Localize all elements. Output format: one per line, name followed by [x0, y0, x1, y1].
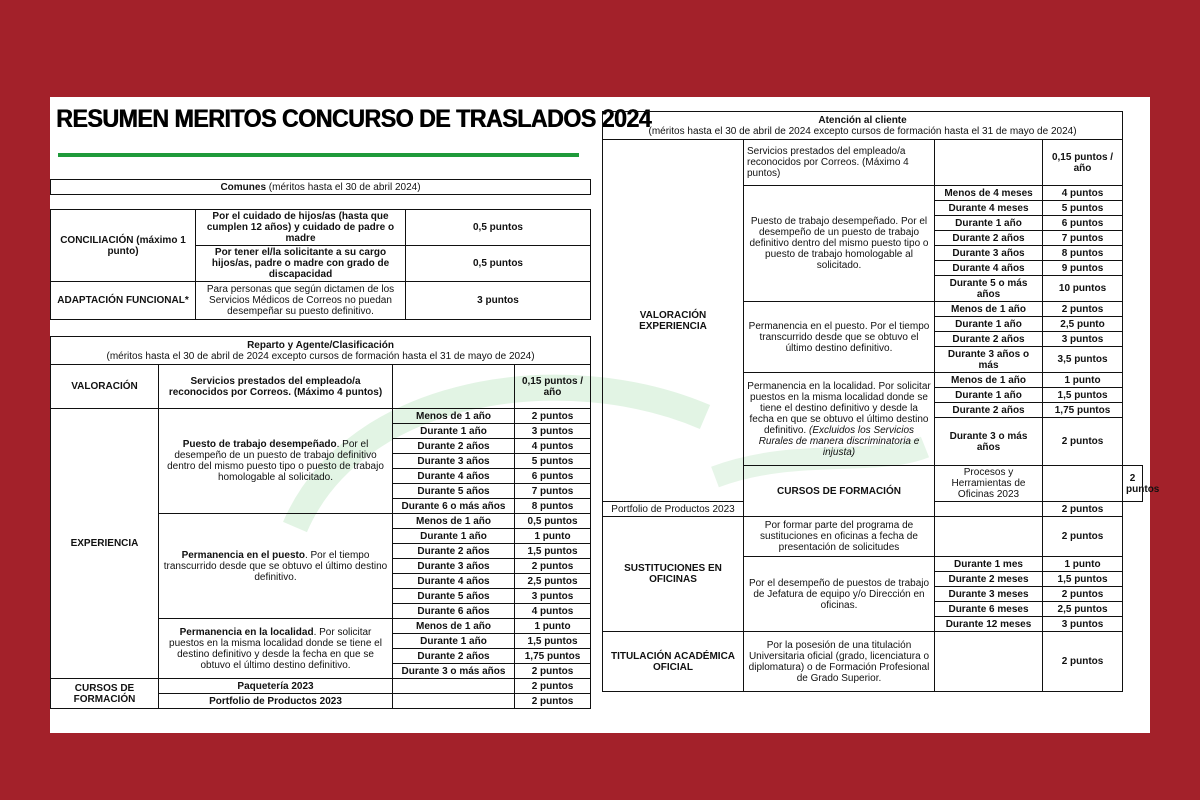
duration-label: Durante 4 meses: [935, 201, 1043, 216]
curso-name: Paquetería 2023: [159, 679, 393, 694]
page-title: RESUMEN MERITOS CONCURSO DE TRASLADOS 2024: [56, 105, 651, 133]
duration-label: Durante 4 años: [393, 574, 515, 589]
empty-cell: [935, 517, 1043, 557]
points-value: 7 puntos: [1043, 231, 1123, 246]
puesto-desc: Puesto de trabajo desempeñado. Por el desempeño de un puesto de trabajo definitivo dentro del mismo puesto tipo o puesto de trabajo homologable al solicitado.: [744, 186, 935, 302]
points-value: 2 puntos: [515, 409, 591, 424]
empty-cell: [935, 140, 1043, 186]
points-value: 1 punto: [515, 619, 591, 634]
curso-name: Procesos y Herramientas de Oficinas 2023: [935, 466, 1043, 502]
duration-label: Durante 3 años: [935, 246, 1043, 261]
perm-puesto-desc: Permanencia en el puesto. Por el tiempo transcurrido desde que se obtuvo el último destino definitivo.: [744, 302, 935, 373]
points-value: 2,5 puntos: [515, 574, 591, 589]
duration-label: Durante 3 años: [393, 454, 515, 469]
empty-cell: [935, 632, 1043, 692]
points-value: 4 puntos: [1043, 186, 1123, 201]
duration-label: Durante 2 años: [393, 649, 515, 664]
points-value: 2 puntos: [515, 559, 591, 574]
points-value: 2 puntos: [1043, 587, 1123, 602]
duration-label: Durante 1 año: [393, 634, 515, 649]
atencion-header: Atención al cliente (méritos hasta el 30 de abril de 2024 excepto cursos de formación hasta el 31 de mayo de 2024): [603, 112, 1123, 140]
points-value: 3,5 puntos: [1043, 347, 1123, 373]
points-value: 1,5 puntos: [1043, 388, 1123, 403]
duration-label: Menos de 1 año: [935, 302, 1043, 317]
cursos-label: CURSOS DE FORMACIÓN: [744, 466, 935, 517]
duration-label: Durante 5 años: [393, 484, 515, 499]
points-value: 2 puntos: [1043, 418, 1123, 466]
valoracion-label: VALORACIÓN: [51, 365, 159, 409]
points-value: 3 puntos: [1043, 617, 1123, 632]
points-value: 1,5 puntos: [1043, 572, 1123, 587]
points-value: 6 puntos: [1043, 216, 1123, 231]
points-value: 2 puntos: [1123, 466, 1143, 502]
puesto-desc: Puesto de trabajo desempeñado. Por el desempeño de un puesto de trabajo definitivo dentro del mismo puesto tipo o puesto de trabajo homologable al solicitado.: [159, 409, 393, 514]
points-value: 3 puntos: [515, 424, 591, 439]
points-value: 0,5 puntos: [515, 514, 591, 529]
points-value: 2 puntos: [515, 679, 591, 694]
points-value: 5 puntos: [1043, 201, 1123, 216]
points-value: 2 puntos: [1043, 632, 1123, 692]
duration-label: Durante 3 o más años: [935, 418, 1043, 466]
valoracion-experiencia-label: VALORACIÓN EXPERIENCIA: [603, 140, 744, 502]
curso-name: Portfolio de Productos 2023: [603, 502, 744, 517]
points-value: 7 puntos: [515, 484, 591, 499]
points-value: 1,75 puntos: [515, 649, 591, 664]
points-value: 8 puntos: [1043, 246, 1123, 261]
conciliacion-item: Por tener el/la solicitante a su cargo hijos/as, padre o madre con grado de discapacidad: [196, 246, 406, 282]
duration-label: Durante 3 o más años: [393, 664, 515, 679]
empty-cell: [393, 365, 515, 409]
points-value: 6 puntos: [515, 469, 591, 484]
points-value: 3 puntos: [515, 589, 591, 604]
duration-label: Durante 2 meses: [935, 572, 1043, 587]
sustituciones-label: SUSTITUCIONES EN OFICINAS: [603, 517, 744, 632]
duration-label: Durante 3 meses: [935, 587, 1043, 602]
duration-label: Durante 6 o más años: [393, 499, 515, 514]
points-value: 8 puntos: [515, 499, 591, 514]
duration-label: Menos de 1 año: [393, 409, 515, 424]
conciliacion-item: Por el cuidado de hijos/as (hasta que cumplen 12 años) y cuidado de padre o madre: [196, 210, 406, 246]
duration-label: Durante 1 mes: [935, 557, 1043, 572]
empty-cell: [393, 679, 515, 694]
servicios-text: Servicios prestados del empleado/a reconocidos por Correos. (Máximo 4 puntos): [159, 365, 393, 409]
points-value: 9 puntos: [1043, 261, 1123, 276]
duration-label: Durante 2 años: [393, 439, 515, 454]
points-value: 1,5 puntos: [515, 634, 591, 649]
points-value: 3 puntos: [1043, 332, 1123, 347]
adaptacion-label: ADAPTACIÓN FUNCIONAL*: [51, 282, 196, 320]
reparto-header: Reparto y Agente/Clasificación (méritos hasta el 30 de abril de 2024 excepto cursos de formación hasta el 31 de mayo de 2024): [51, 337, 591, 365]
points-value: 2,5 punto: [1043, 317, 1123, 332]
conciliacion-label: CONCILIACIÓN (máximo 1 punto): [51, 210, 196, 282]
points-value: 1 punto: [1043, 557, 1123, 572]
empty-cell: [935, 502, 1043, 517]
empty-cell: [393, 694, 515, 709]
duration-label: Durante 4 años: [935, 261, 1043, 276]
duration-label: Durante 4 años: [393, 469, 515, 484]
points-value: 0,15 puntos / año: [515, 365, 591, 409]
points-value: 3 puntos: [406, 282, 591, 320]
points-value: 1,5 puntos: [515, 544, 591, 559]
titulacion-text: Por la posesión de una titulación Universitaria oficial (grado, licenciatura o diplomatura) o de Formación Profesional de Grado Superior.: [744, 632, 935, 692]
duration-label: Durante 1 año: [393, 529, 515, 544]
duration-label: Durante 1 año: [935, 317, 1043, 332]
duration-label: Durante 3 años o más: [935, 347, 1043, 373]
duration-label: Durante 5 o más años: [935, 276, 1043, 302]
duration-label: Durante 1 año: [393, 424, 515, 439]
points-value: 1 punto: [515, 529, 591, 544]
reparto-table: [50, 336, 591, 709]
points-value: 5 puntos: [515, 454, 591, 469]
duration-label: Menos de 1 año: [393, 514, 515, 529]
experiencia-label: EXPERIENCIA: [51, 409, 159, 679]
points-value: 2 puntos: [1043, 517, 1123, 557]
sust-jefatura-text: Por el desempeño de puestos de trabajo de Jefatura de equipo y/o Dirección en oficinas.: [744, 557, 935, 632]
adaptacion-text: Para personas que según dictamen de los Servicios Médicos de Correos no puedan desempeñar su puesto definitivo.: [196, 282, 406, 320]
points-value: 2 puntos: [515, 694, 591, 709]
points-value: 1 punto: [1043, 373, 1123, 388]
comunes-table: [50, 179, 591, 195]
title-underline: [58, 153, 579, 157]
curso-name: Portfolio de Productos 2023: [159, 694, 393, 709]
cursos-label: CURSOS DE FORMACIÓN: [51, 679, 159, 709]
duration-label: Durante 6 años: [393, 604, 515, 619]
servicios-text: Servicios prestados del empleado/a reconocidos por Correos. (Máximo 4 puntos): [744, 140, 935, 186]
duration-label: Menos de 1 año: [935, 373, 1043, 388]
points-value: 0,5 puntos: [406, 210, 591, 246]
comunes-header: Comunes (méritos hasta el 30 de abril 2024): [51, 180, 591, 195]
duration-label: Menos de 4 meses: [935, 186, 1043, 201]
points-value: 1,75 puntos: [1043, 403, 1123, 418]
duration-label: Durante 3 años: [393, 559, 515, 574]
points-value: 2 puntos: [1043, 302, 1123, 317]
perm-localidad-desc: Permanencia en la localidad. Por solicitar puestos en la misma localidad donde se tiene el destino definitivo y desde la fecha en que se obtuvo el último destino definitivo. (Excluidos los Servicios Rurales de manera discriminatoria e injusta): [744, 373, 935, 466]
duration-label: Durante 2 años: [393, 544, 515, 559]
empty-cell: [1043, 466, 1123, 502]
duration-label: Durante 12 meses: [935, 617, 1043, 632]
points-value: 10 puntos: [1043, 276, 1123, 302]
duration-label: Durante 1 año: [935, 388, 1043, 403]
atencion-table: [602, 111, 1160, 692]
perm-puesto-desc: Permanencia en el puesto. Por el tiempo transcurrido desde que se obtuvo el último destino definitivo.: [159, 514, 393, 619]
points-value: 4 puntos: [515, 439, 591, 454]
titulacion-label: TITULACIÓN ACADÉMICA OFICIAL: [603, 632, 744, 692]
duration-label: Durante 6 meses: [935, 602, 1043, 617]
points-value: 2,5 puntos: [1043, 602, 1123, 617]
duration-label: Durante 2 años: [935, 332, 1043, 347]
points-value: 2 puntos: [1043, 502, 1123, 517]
points-value: 2 puntos: [515, 664, 591, 679]
duration-label: Durante 1 año: [935, 216, 1043, 231]
duration-label: Durante 2 años: [935, 231, 1043, 246]
points-value: 0,5 puntos: [406, 246, 591, 282]
duration-label: Menos de 1 año: [393, 619, 515, 634]
sust-programa-text: Por formar parte del programa de sustituciones en oficinas a fecha de presentación de solicitudes: [744, 517, 935, 557]
points-value: 0,15 puntos / año: [1043, 140, 1123, 186]
document-sheet: [50, 97, 1160, 733]
duration-label: Durante 2 años: [935, 403, 1043, 418]
perm-localidad-desc: Permanencia en la localidad. Por solicitar puestos en la misma localidad donde se tiene el destino definitivo y desde la fecha en que se obtuvo el último destino definitivo.: [159, 619, 393, 679]
points-value: 4 puntos: [515, 604, 591, 619]
conciliacion-table: [50, 209, 591, 320]
duration-label: Durante 5 años: [393, 589, 515, 604]
